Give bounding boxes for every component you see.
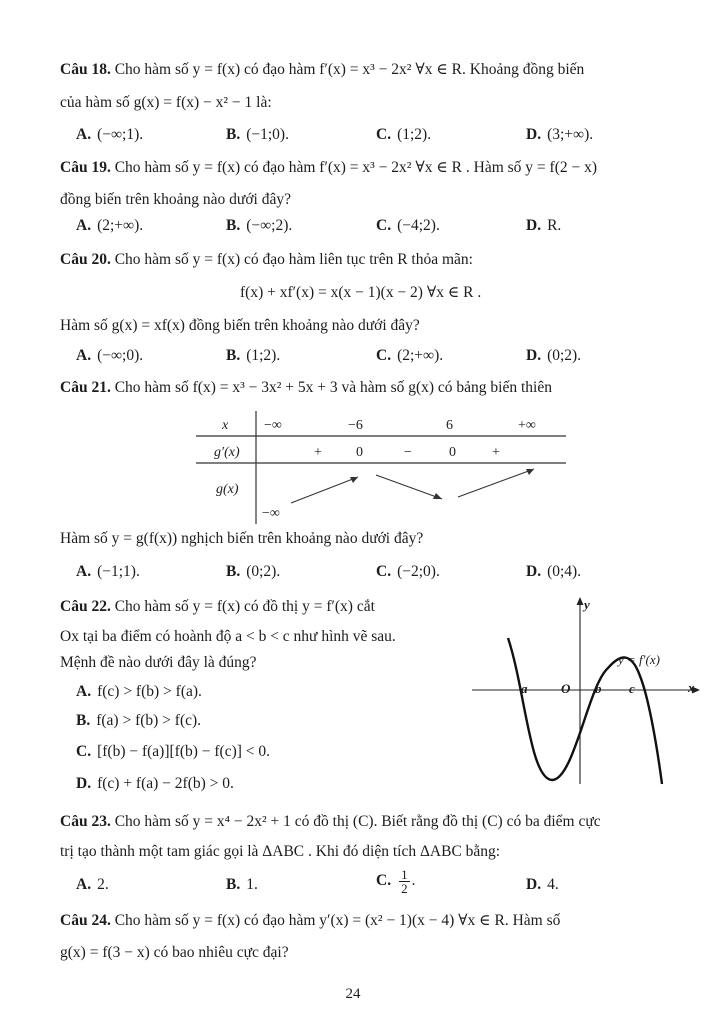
q21-option-c: C. (−2;0).: [376, 563, 440, 580]
table-arrow-up: [291, 477, 358, 503]
q21-option-a: A. (−1;1).: [76, 563, 140, 580]
q22-option-a: A. f(c) > f(b) > f(a).: [76, 683, 202, 700]
x-axis-label: x: [688, 680, 695, 695]
q19-line2: đồng biến trên khoảng nào dưới đây?: [60, 191, 291, 208]
table-x-value: −∞: [264, 418, 282, 433]
q19-option-c: C. (−4;2).: [376, 217, 440, 234]
table-func-value: −∞: [262, 506, 280, 521]
q20-option-d: D. (0;2).: [526, 347, 582, 364]
q18-option-c: C. (1;2).: [376, 126, 432, 143]
q22-option-b: B. f(a) > f(b) > f(c).: [76, 712, 202, 729]
q24-line2: g(x) = f(3 − x) có bao nhiêu cực đại?: [60, 944, 289, 961]
fraction-one-half: $\frac{1}{2}$: [401, 867, 408, 896]
q22-option-d: D. f(c) + f(a) − 2f(b) > 0.: [76, 775, 234, 792]
q21-option-d: D. (0;4).: [526, 563, 582, 580]
page-number: 24: [345, 986, 361, 1002]
table-x-label: x: [222, 418, 229, 433]
q18-option-a: A. (−∞;1).: [76, 126, 144, 143]
q19-option-d: D. R.: [526, 217, 562, 234]
q23-option-d: D. 4.: [526, 876, 559, 893]
q22-text: Cho hàm số y = f(x) có đồ thị y = f′(x) cắt: [114, 598, 375, 615]
table-deriv-value: 0: [449, 445, 456, 460]
point-c-label: c: [629, 681, 635, 696]
table-deriv-value: +: [492, 445, 500, 460]
curve-label: y = f′(x): [618, 652, 660, 667]
q18-option-b: B. (−1;0).: [226, 126, 289, 143]
q23-text: Cho hàm số y = x⁴ − 2x² + 1 có đồ thị (C). Biết rằng đồ thị (C) có ba điểm cực: [114, 813, 601, 830]
y-axis-label: y: [584, 597, 590, 612]
q20-label: Câu 20.: [60, 251, 111, 268]
q22-label: Câu 22.: [60, 598, 111, 615]
q20-option-c: C. (2;+∞).: [376, 347, 444, 364]
q24-line1: [60, 911, 560, 931]
table-x-value: −6: [348, 418, 363, 433]
q20-option-b: B. (1;2).: [226, 347, 281, 364]
q24-text: Cho hàm số y = f(x) có đạo hàm y′(x) = (x² − 1)(x − 4) ∀x ∈ R. Hàm số: [114, 912, 561, 929]
table-x-value: +∞: [518, 418, 536, 433]
q21-option-b: B. (0;2).: [226, 563, 281, 580]
q21-label: Câu 21.: [60, 379, 111, 396]
q24-label: Câu 24.: [60, 912, 111, 929]
q22-option-c: C. [f(b) − f(a)][f(b) − f(c)] < 0.: [76, 743, 271, 760]
point-a-label: a: [521, 681, 528, 696]
q23-option-a: A. 2.: [76, 876, 109, 893]
q21-line2: Hàm số y = g(f(x)) nghịch biến trên khoảng nào dưới đây?: [60, 530, 424, 547]
q18-label: Câu 18.: [60, 61, 111, 78]
q21-text: Cho hàm số f(x) = x³ − 3x² + 5x + 3 và hàm số g(x) có bảng biến thiên: [114, 379, 552, 396]
q19-option-a: A. (2;+∞).: [76, 217, 144, 234]
q22-line3: Mệnh đề nào dưới đây là đúng?: [60, 654, 257, 671]
table-x-value: 6: [446, 418, 453, 433]
table-deriv-value: 0: [356, 445, 363, 460]
table-func-label: g(x): [216, 482, 239, 497]
q23-option-b: B. 1.: [226, 876, 258, 893]
q18-text: Cho hàm số y = f(x) có đạo hàm f′(x) = x³ − 2x² ∀x ∈ R. Khoảng đồng biến: [114, 61, 585, 78]
q23-line1: [60, 812, 601, 832]
q23-label: Câu 23.: [60, 813, 111, 830]
q18-line2: của hàm số g(x) = f(x) − x² − 1 là:: [60, 94, 272, 111]
q19-text: Cho hàm số y = f(x) có đạo hàm f′(x) = x³ − 2x² ∀x ∈ R . Hàm số y = f(2 − x): [114, 159, 598, 176]
q23-line2: trị tạo thành một tam giác gọi là ΔABC . Khi đó diện tích ΔABC bằng:: [60, 843, 501, 860]
q18-line1: [60, 60, 584, 80]
point-b-label: b: [595, 681, 602, 696]
q18-option-d: D. (3;+∞).: [526, 126, 594, 143]
q21-line1: [60, 378, 552, 398]
q23-option-c: C. $\frac{1}{2}$ .: [376, 867, 416, 896]
table-deriv-value: +: [314, 445, 322, 460]
variation-table: [196, 411, 566, 524]
derivative-graph: [470, 594, 702, 788]
y-axis-arrowhead: [577, 597, 584, 605]
table-arrow-down: [376, 475, 442, 499]
table-arrow-up: [458, 469, 534, 497]
q20-formula: f(x) + xf′(x) = x(x − 1)(x − 2) ∀x ∈ R .: [240, 284, 482, 301]
table-deriv-label: g′(x): [214, 445, 240, 460]
table-deriv-value: −: [404, 445, 412, 460]
q20-line1: [60, 250, 473, 270]
q20-text: Cho hàm số y = f(x) có đạo hàm liên tục trên R thỏa mãn:: [114, 251, 473, 268]
q19-line1: [60, 158, 597, 178]
q22-line2: Ox tại ba điểm có hoành độ a < b < c như hình vẽ sau.: [60, 628, 396, 645]
q22-line1: [60, 597, 375, 617]
q19-option-b: B. (−∞;2).: [226, 217, 293, 234]
q19-label: Câu 19.: [60, 159, 111, 176]
q20-option-a: A. (−∞;0).: [76, 347, 144, 364]
origin-label: O: [561, 681, 571, 696]
q20-line2: Hàm số g(x) = xf(x) đồng biến trên khoảng nào dưới đây?: [60, 317, 420, 334]
